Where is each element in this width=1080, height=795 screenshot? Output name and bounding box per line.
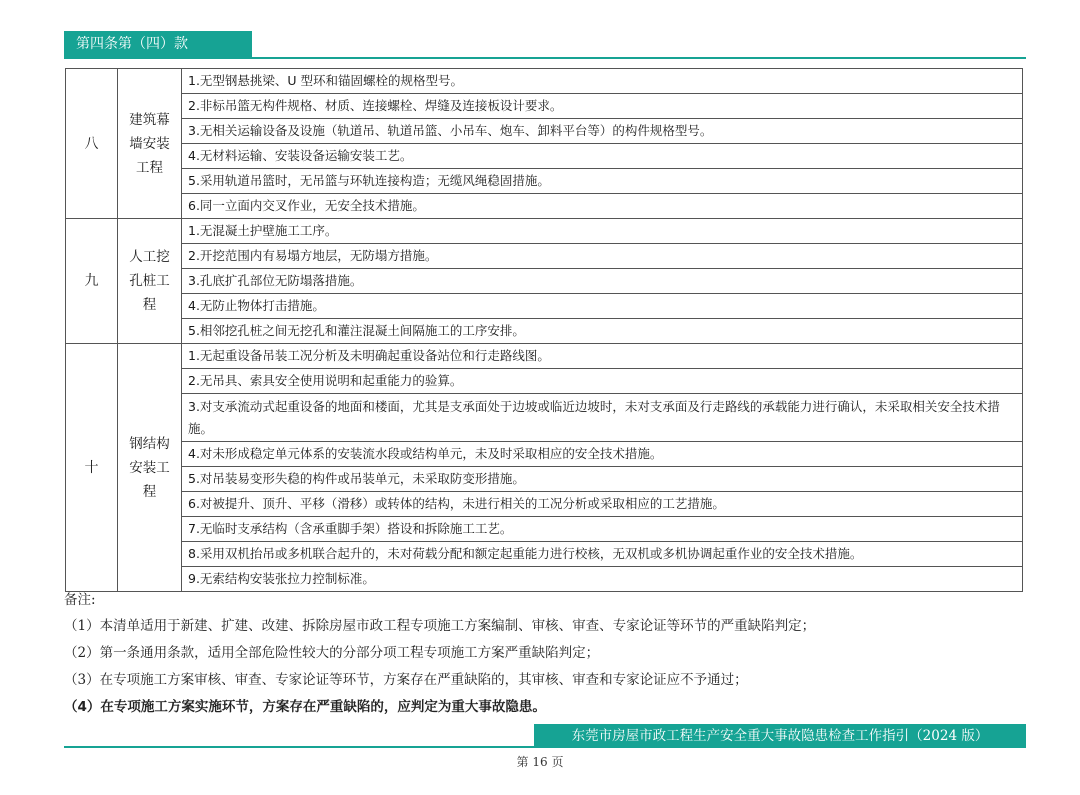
table-row (66, 442, 1023, 467)
note-item-emphasis: （4）在专项施工方案实施环节，方案存在严重缺陷的，应判定为重大事故隐患。 (64, 699, 546, 715)
defect-item: 3.孔底扩孔部位无防塌落措施。 (182, 269, 1023, 294)
group-number: 八 (66, 69, 118, 219)
table-row (66, 344, 1023, 369)
table-row (66, 369, 1023, 394)
table-row (66, 169, 1023, 194)
table-row (66, 94, 1023, 119)
defect-item: 5.对吊装易变形失稳的构件或吊装单元，未采取防变形措施。 (182, 467, 1023, 492)
table-row (66, 394, 1023, 442)
table-row (66, 467, 1023, 492)
group-number: 九 (66, 219, 118, 344)
defect-item: 2.开挖范围内有易塌方地层，无防塌方措施。 (182, 244, 1023, 269)
defect-item: 5.采用轨道吊篮时，无吊篮与环轨连接构造；无缆风绳稳固措施。 (182, 169, 1023, 194)
defects-table (65, 68, 1023, 592)
notes-section (64, 589, 1024, 721)
table-row (66, 542, 1023, 567)
note-item: （3）在专项施工方案审核、审查、专家论证等环节，方案存在严重缺陷的，其审核、审查和专家论证应不予通过； (64, 672, 748, 688)
defect-item: 7.无临时支承结构（含承重脚手架）搭设和拆除施工工艺。 (182, 517, 1023, 542)
group-category: 钢结构安装工程 (118, 344, 182, 592)
table-row (66, 294, 1023, 319)
table-row (66, 219, 1023, 244)
table-row (66, 194, 1023, 219)
footer-divider (64, 746, 1026, 748)
defect-item: 6.同一立面内交叉作业，无安全技术措施。 (182, 194, 1023, 219)
page-number: 第 16 页 (516, 755, 564, 769)
defect-item: 5.相邻挖孔桩之间无挖孔和灌注混凝土间隔施工的工序安排。 (182, 319, 1023, 344)
defect-item: 4.无防止物体打击措施。 (182, 294, 1023, 319)
defect-item: 9.无索结构安装张拉力控制标准。 (182, 567, 1023, 592)
defect-item: 2.非标吊篮无构件规格、材质、连接螺栓、焊缝及连接板设计要求。 (182, 94, 1023, 119)
table-row (66, 492, 1023, 517)
table-row (66, 269, 1023, 294)
defect-item: 4.对未形成稳定单元体系的安装流水段或结构单元，未及时采取相应的安全技术措施。 (182, 442, 1023, 467)
section-title: 第四条第（四）款 (64, 31, 252, 57)
document-title-bar: 东莞市房屋市政工程生产安全重大事故隐患检查工作指引（2024 版） (534, 724, 1026, 748)
group-category: 人工挖孔桩工程 (118, 219, 182, 344)
note-item: （2）第一条通用条款，适用全部危险性较大的分部分项工程专项施工方案严重缺陷判定； (64, 645, 600, 661)
defect-item: 8.采用双机抬吊或多机联合起升的，未对荷载分配和额定起重能力进行校核，无双机或多机协调起重作业的安全技术措施。 (182, 542, 1023, 567)
defect-item: 1.无型钢悬挑梁、U 型环和锚固螺栓的规格型号。 (182, 69, 1023, 94)
defect-item: 2.无吊具、索具安全使用说明和起重能力的验算。 (182, 369, 1023, 394)
defect-item: 6.对被提升、顶升、平移（滑移）或转体的结构，未进行相关的工况分析或采取相应的工艺措施。 (182, 492, 1023, 517)
defect-item: 3.无相关运输设备及设施（轨道吊、轨道吊篮、小吊车、炮车、卸料平台等）的构件规格型号。 (182, 119, 1023, 144)
defect-item: 4.无材料运输、安装设备运输安装工艺。 (182, 144, 1023, 169)
header-divider (64, 57, 1026, 59)
defect-item: 3.对支承流动式起重设备的地面和楼面，尤其是支承面处于边坡或临近边坡时，未对支承面及行走路线的承载能力进行确认，未采取相关安全技术措施。 (182, 394, 1023, 442)
notes-label: 备注: (64, 592, 96, 608)
defect-item: 1.无混凝土护壁施工工序。 (182, 219, 1023, 244)
table-row (66, 319, 1023, 344)
table-row (66, 517, 1023, 542)
group-category: 建筑幕墙安装工程 (118, 69, 182, 219)
table-row (66, 244, 1023, 269)
note-item: （1）本清单适用于新建、扩建、改建、拆除房屋市政工程专项施工方案编制、审核、审查、专家论证等环节的严重缺陷判定； (64, 618, 816, 634)
table-row (66, 144, 1023, 169)
group-number: 十 (66, 344, 118, 592)
table-row (66, 69, 1023, 94)
table-row (66, 567, 1023, 592)
table-row (66, 119, 1023, 144)
defect-item: 1.无起重设备吊装工况分析及未明确起重设备站位和行走路线图。 (182, 344, 1023, 369)
